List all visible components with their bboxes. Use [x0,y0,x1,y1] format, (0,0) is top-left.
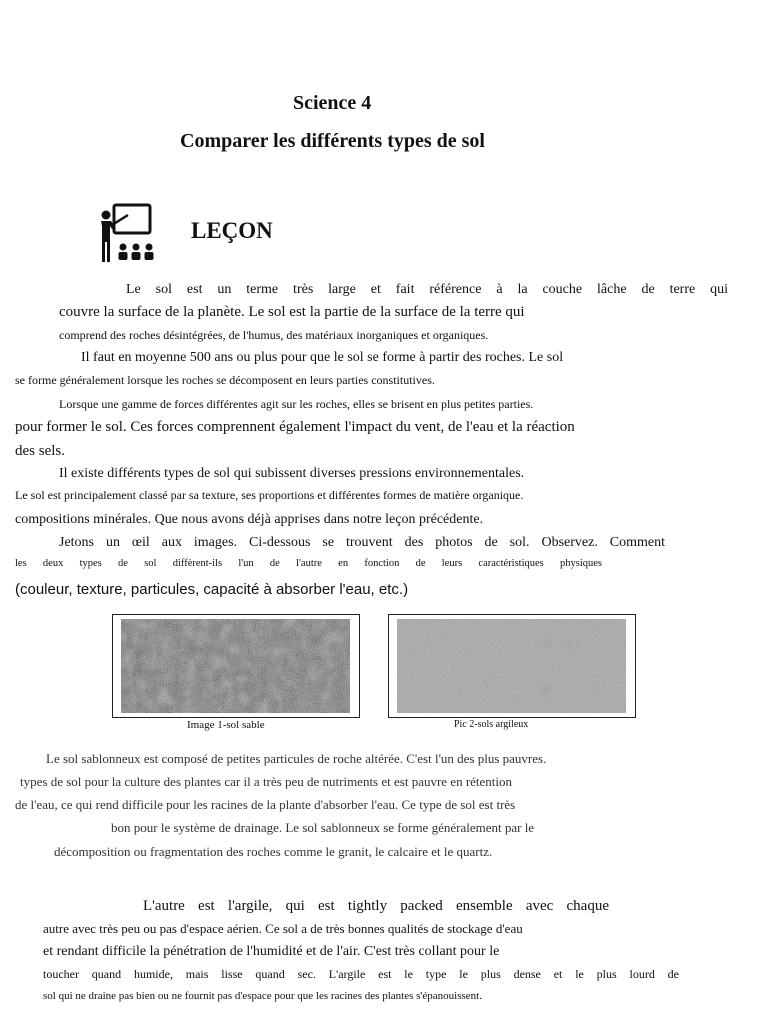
sandy-soil-figure [112,614,360,718]
paragraph-line: Il faut en moyenne 500 ans ou plus pour que le sol se forme à partir des roches. Le sol [81,350,564,365]
paragraph-line: Lorsque une gamme de forces différentes agit sur les roches, elles se brisent en plus petites parties. [59,397,534,411]
paragraph-line: se forme généralement lorsque les roches se décomposent en leurs parties constitutives. [15,373,435,387]
page-title: Science 4 [293,92,372,114]
paragraph-line: décomposition ou fragmentation des roches comme le granit, le calcaire et le quartz. [54,844,493,859]
paragraph-line: Le sol est principalement classé par sa texture, ses proportions et différentes formes de matière organique. [15,488,524,502]
paragraph-line: types de sol pour la culture des plantes car il a très peu de nutriments et est pauvre en rétention [20,774,513,789]
paragraph-line: couvre la surface de la planète. Le sol est la partie de la surface de la terre qui [59,304,525,320]
paragraph-line: Jetons un œil aux images. Ci-dessous se trouvent des photos de sol. Observez. Comment [59,535,665,550]
paragraph-line: L'autre est l'argile, qui est tightly packed ensemble avec chaque [143,898,609,914]
paragraph-line: les deux types de sol diffèrent-ils l'un de l'autre en fonction de leurs caractéristiques physiques [15,558,602,569]
sandy-soil-photo [121,619,350,713]
page-subtitle: Comparer les différents types de sol [180,130,485,152]
paragraph-line: Le sol sablonneux est composé de petites particules de roche altérée. C'est l'un des plus pauvres. [46,751,547,766]
clay-soil-figure [388,614,636,718]
paragraph-line: comprend des roches désintégrées, de l'humus, des matériaux inorganiques et organiques. [59,328,489,342]
paragraph-line: de l'eau, ce qui rend difficile pour les racines de la plante d'absorber l'eau. Ce type de sol est très [15,797,516,812]
teacher-presentation-icon [98,203,160,265]
image-caption: Image 1-sol sable [187,719,265,731]
paragraph-line: pour former le sol. Ces forces comprennent également l'impact du vent, de l'eau et la réaction [15,419,575,435]
paragraph-line: et rendant difficile la pénétration de l'humidité et de l'air. C'est très collant pour le [43,944,500,959]
paragraph-line: (couleur, texture, particules, capacité à absorber l'eau, etc.) [15,581,409,598]
lesson-heading: LEÇON [191,218,273,243]
paragraph-line: Le sol est un terme très large et fait référence à la couche lâche de terre qui [126,282,728,297]
paragraph-line: toucher quand humide, mais lisse quand sec. L'argile est le type le plus dense et le plus lourd de [43,967,679,981]
image-caption: Pic 2-sols argileux [454,719,529,730]
paragraph-line: sol qui ne draine pas bien ou ne fournit pas d'espace pour que les racines des plantes s'épanouissent. [43,990,482,1002]
clay-soil-photo [397,619,626,713]
paragraph-line: bon pour le système de drainage. Le sol sablonneux se forme généralement par le [111,820,535,835]
paragraph-line: compositions minérales. Que nous avons déjà apprises dans notre leçon précédente. [15,512,484,527]
paragraph-line: des sels. [15,443,65,459]
paragraph-line: autre avec très peu ou pas d'espace aérien. Ce sol a de très bonnes qualités de stockage d'eau [43,921,523,936]
paragraph-line: Il existe différents types de sol qui subissent diverses pressions environnementales. [59,466,525,481]
